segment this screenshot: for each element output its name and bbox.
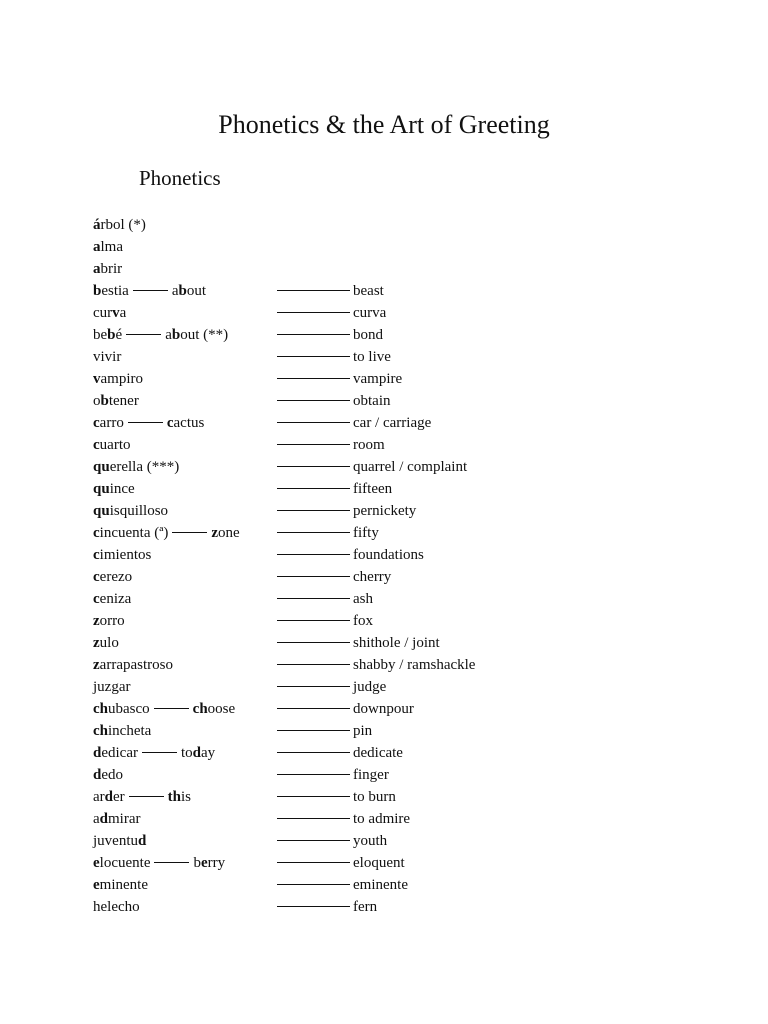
spanish-term xyxy=(93,654,173,676)
vocab-row xyxy=(93,830,713,852)
spanish-term xyxy=(93,720,151,742)
text-segment: a xyxy=(165,327,172,343)
highlighted-sound: qu xyxy=(93,459,110,475)
highlighted-sound: c xyxy=(93,437,100,453)
example-dash xyxy=(129,796,164,797)
translation-text: fifty xyxy=(353,525,379,541)
highlighted-sound: e xyxy=(93,855,100,871)
translation xyxy=(277,764,389,786)
text-segment: mirar xyxy=(108,811,141,827)
highlighted-sound: b xyxy=(107,327,116,343)
translation-dash xyxy=(277,862,350,863)
text-segment: be xyxy=(93,327,108,343)
translation-text: bond xyxy=(353,327,383,343)
highlighted-sound: z xyxy=(93,657,100,673)
text-segment: o xyxy=(93,393,101,409)
translation-dash xyxy=(277,686,350,687)
translation-dash xyxy=(277,884,350,885)
translation xyxy=(277,588,373,610)
translation-dash xyxy=(277,730,350,731)
spanish-term xyxy=(93,764,123,786)
translation xyxy=(277,456,467,478)
vocabulary-list xyxy=(93,214,713,918)
vocab-row xyxy=(93,698,713,720)
translation-text: judge xyxy=(353,679,387,695)
translation-dash xyxy=(277,576,350,577)
translation xyxy=(277,676,386,698)
highlighted-sound: th xyxy=(167,789,181,805)
example-dash xyxy=(142,752,177,753)
translation-dash xyxy=(277,466,350,467)
highlighted-sound: d xyxy=(192,745,201,761)
translation-dash xyxy=(277,444,350,445)
translation xyxy=(277,654,475,676)
text-segment: estia xyxy=(101,283,129,299)
translation-dash xyxy=(277,752,350,753)
spanish-term xyxy=(93,896,140,918)
spanish-term xyxy=(93,544,151,566)
example-dash xyxy=(133,290,168,291)
text-segment: orro xyxy=(99,613,125,629)
highlighted-sound: qu xyxy=(93,481,110,497)
text-segment: imientos xyxy=(99,547,152,563)
highlighted-sound: z xyxy=(93,635,100,651)
translation-dash xyxy=(277,818,350,819)
spanish-term xyxy=(93,808,141,830)
translation xyxy=(277,522,379,544)
translation-text: eloquent xyxy=(353,855,405,871)
translation-text: shithole / joint xyxy=(353,635,440,651)
highlighted-sound: c xyxy=(93,591,100,607)
highlighted-sound: b xyxy=(171,327,181,343)
vocab-row xyxy=(93,808,713,830)
translation xyxy=(277,390,391,412)
translation-dash xyxy=(277,664,350,665)
translation xyxy=(277,302,386,324)
translation-text: fifteen xyxy=(353,481,393,497)
spanish-term xyxy=(93,566,132,588)
highlighted-sound: c xyxy=(93,547,100,563)
translation-text: room xyxy=(353,437,385,453)
highlighted-sound: ch xyxy=(93,701,108,717)
translation xyxy=(277,324,383,346)
highlighted-sound: d xyxy=(99,811,109,827)
spanish-term xyxy=(93,852,225,874)
highlighted-sound: c xyxy=(166,415,174,431)
text-segment: brir xyxy=(100,261,123,277)
translation-text: fox xyxy=(353,613,373,629)
vocab-row xyxy=(93,896,713,918)
highlighted-sound: b xyxy=(100,393,109,409)
translation-text: to live xyxy=(353,349,391,365)
highlighted-sound: b xyxy=(93,283,102,299)
translation xyxy=(277,852,405,874)
translation-dash xyxy=(277,290,350,291)
text-segment: ay xyxy=(201,745,216,761)
text-segment: tener xyxy=(108,393,139,409)
spanish-term xyxy=(93,434,131,456)
text-segment: ulo xyxy=(99,635,119,651)
example-dash xyxy=(128,422,163,423)
vocab-row xyxy=(93,852,713,874)
translation xyxy=(277,742,403,764)
spanish-term xyxy=(93,830,146,852)
spanish-term xyxy=(93,786,191,808)
translation-text: cherry xyxy=(353,569,392,585)
vocab-row xyxy=(93,742,713,764)
highlighted-sound: qu xyxy=(93,503,110,519)
translation-dash xyxy=(277,422,350,423)
vocab-row xyxy=(93,720,713,742)
highlighted-sound: e xyxy=(200,855,208,871)
example-dash xyxy=(154,862,189,863)
vocab-row xyxy=(93,566,713,588)
text-segment: arrapastroso xyxy=(99,657,173,673)
spanish-term xyxy=(93,324,228,346)
spanish-term xyxy=(93,214,146,236)
english-example xyxy=(181,745,215,761)
spanish-term xyxy=(93,500,168,522)
text-segment: erezo xyxy=(99,569,133,585)
translation-dash xyxy=(277,312,350,313)
translation xyxy=(277,412,431,434)
text-segment: a xyxy=(93,811,100,827)
vocab-row xyxy=(93,346,713,368)
text-segment: edicar xyxy=(101,745,138,761)
text-segment: incuenta (ª) xyxy=(99,525,169,541)
translation-dash xyxy=(277,598,350,599)
highlighted-sound: v xyxy=(112,305,120,321)
vocab-row xyxy=(93,302,713,324)
translation xyxy=(277,478,392,500)
translation-text: to admire xyxy=(353,811,411,827)
text-segment: locuente xyxy=(99,855,151,871)
translation-text: car / carriage xyxy=(353,415,432,431)
highlighted-sound: a xyxy=(93,261,101,277)
translation-text: pin xyxy=(353,723,373,739)
text-segment: rry xyxy=(207,855,226,871)
translation-dash xyxy=(277,334,350,335)
spanish-term xyxy=(93,676,130,698)
text-segment: juzgar xyxy=(93,679,131,695)
example-dash xyxy=(172,532,207,533)
text-segment: actus xyxy=(173,415,205,431)
section-heading: Phonetics xyxy=(139,166,221,190)
spanish-term xyxy=(93,390,139,412)
translation-text: obtain xyxy=(353,393,391,409)
text-segment: uarto xyxy=(99,437,131,453)
highlighted-sound: c xyxy=(93,569,100,585)
english-example xyxy=(165,327,228,343)
translation xyxy=(277,698,414,720)
translation-dash xyxy=(277,708,350,709)
translation-text: fern xyxy=(353,899,378,915)
spanish-term xyxy=(93,456,179,478)
translation-text: youth xyxy=(353,833,388,849)
text-segment: b xyxy=(193,855,201,871)
text-segment: a xyxy=(171,283,179,299)
spanish-term xyxy=(93,698,235,720)
vocab-row xyxy=(93,632,713,654)
text-segment: out xyxy=(186,283,207,299)
translation xyxy=(277,896,377,918)
text-segment: er xyxy=(113,789,125,805)
translation-text: to burn xyxy=(353,789,396,805)
text-segment: erella (***) xyxy=(109,459,180,475)
vocab-row xyxy=(93,522,713,544)
translation-text: curva xyxy=(353,305,387,321)
vocab-row xyxy=(93,786,713,808)
text-segment: out (**) xyxy=(180,327,229,343)
translation-text: quarrel / complaint xyxy=(353,459,468,475)
translation-dash xyxy=(277,554,350,555)
text-segment: eniza xyxy=(99,591,132,607)
translation xyxy=(277,808,410,830)
example-dash xyxy=(126,334,161,335)
vocab-row xyxy=(93,764,713,786)
translation-text: dedicate xyxy=(353,745,403,761)
text-segment: lma xyxy=(100,239,123,255)
translation xyxy=(277,786,396,808)
text-segment: juventu xyxy=(93,833,138,849)
text-segment: é xyxy=(115,327,123,343)
translation xyxy=(277,544,424,566)
highlighted-sound: e xyxy=(93,877,100,893)
vocab-row xyxy=(93,544,713,566)
translation xyxy=(277,346,391,368)
page-title: Phonetics & the Art of Greeting xyxy=(218,110,550,139)
translation xyxy=(277,720,372,742)
text-segment: isquilloso xyxy=(109,503,169,519)
vocab-row xyxy=(93,478,713,500)
vocab-row xyxy=(93,434,713,456)
text-segment: oose xyxy=(207,701,236,717)
highlighted-sound: ch xyxy=(192,701,208,717)
translation-dash xyxy=(277,840,350,841)
spanish-term xyxy=(93,412,204,434)
vocab-row xyxy=(93,214,713,236)
translation xyxy=(277,632,440,654)
vocab-row xyxy=(93,390,713,412)
translation-text: downpour xyxy=(353,701,414,717)
text-segment: arro xyxy=(99,415,124,431)
vocab-row xyxy=(93,654,713,676)
spanish-term xyxy=(93,632,119,654)
text-segment: is xyxy=(181,789,192,805)
highlighted-sound: c xyxy=(93,525,100,541)
translation xyxy=(277,434,385,456)
translation-dash xyxy=(277,642,350,643)
english-example xyxy=(193,855,225,871)
translation-text: shabby / ramshackle xyxy=(353,657,476,673)
vocab-row xyxy=(93,588,713,610)
highlighted-sound: v xyxy=(93,371,101,387)
spanish-term xyxy=(93,742,215,764)
spanish-term xyxy=(93,280,206,302)
translation-text: pernickety xyxy=(353,503,417,519)
translation-dash xyxy=(277,532,350,533)
english-example xyxy=(172,283,206,299)
text-segment: ar xyxy=(93,789,105,805)
spanish-term xyxy=(93,610,125,632)
text-segment: rbol (*) xyxy=(100,217,146,233)
spanish-term xyxy=(93,302,126,324)
english-example xyxy=(211,525,239,541)
spanish-term xyxy=(93,258,122,280)
spanish-term xyxy=(93,478,135,500)
translation xyxy=(277,368,402,390)
translation-dash xyxy=(277,620,350,621)
example-dash xyxy=(154,708,189,709)
spanish-term xyxy=(93,588,131,610)
highlighted-sound: d xyxy=(138,833,147,849)
english-example xyxy=(167,415,205,431)
text-segment: one xyxy=(218,525,240,541)
translation-text: ash xyxy=(353,591,373,607)
translation-dash xyxy=(277,356,350,357)
translation xyxy=(277,874,408,896)
text-segment: to xyxy=(180,745,193,761)
translation-dash xyxy=(277,400,350,401)
text-segment: minente xyxy=(99,877,148,893)
english-example xyxy=(193,701,236,717)
vocab-row xyxy=(93,236,713,258)
text-segment: cur xyxy=(93,305,113,321)
translation-dash xyxy=(277,774,350,775)
vocab-row xyxy=(93,258,713,280)
text-segment: vivir xyxy=(93,349,122,365)
translation-dash xyxy=(277,510,350,511)
translation-text: vampire xyxy=(353,371,403,387)
spanish-term xyxy=(93,874,148,896)
vocab-row xyxy=(93,500,713,522)
text-segment: edo xyxy=(101,767,124,783)
translation-text: beast xyxy=(353,283,384,299)
vocab-row xyxy=(93,610,713,632)
highlighted-sound: ch xyxy=(93,723,108,739)
translation-dash xyxy=(277,906,350,907)
vocab-row xyxy=(93,456,713,478)
text-segment: ubasco xyxy=(108,701,150,717)
vocab-row xyxy=(93,412,713,434)
highlighted-sound: z xyxy=(211,525,219,541)
text-segment: incheta xyxy=(108,723,152,739)
translation xyxy=(277,280,384,302)
translation xyxy=(277,500,416,522)
translation xyxy=(277,830,387,852)
translation-text: foundations xyxy=(353,547,424,563)
vocab-row xyxy=(93,324,713,346)
translation-dash xyxy=(277,488,350,489)
text-segment: helecho xyxy=(93,899,140,915)
spanish-term xyxy=(93,346,121,368)
spanish-term xyxy=(93,522,240,544)
text-segment: ince xyxy=(109,481,135,497)
translation-dash xyxy=(277,378,350,379)
vocab-row xyxy=(93,874,713,896)
highlighted-sound: b xyxy=(178,283,187,299)
text-segment: ampiro xyxy=(100,371,143,387)
highlighted-sound: d xyxy=(104,789,113,805)
translation-text: finger xyxy=(353,767,389,783)
english-example xyxy=(168,789,191,805)
translation-text: eminente xyxy=(353,877,408,893)
text-segment: a xyxy=(119,305,127,321)
vocab-row xyxy=(93,368,713,390)
translation-dash xyxy=(277,796,350,797)
translation xyxy=(277,610,373,632)
spanish-term xyxy=(93,368,143,390)
vocab-row xyxy=(93,280,713,302)
highlighted-sound: z xyxy=(93,613,100,629)
highlighted-sound: a xyxy=(93,239,101,255)
highlighted-sound: á xyxy=(93,217,101,233)
vocab-row xyxy=(93,676,713,698)
translation xyxy=(277,566,391,588)
spanish-term xyxy=(93,236,123,258)
highlighted-sound: d xyxy=(93,767,102,783)
highlighted-sound: c xyxy=(93,415,100,431)
highlighted-sound: d xyxy=(93,745,102,761)
